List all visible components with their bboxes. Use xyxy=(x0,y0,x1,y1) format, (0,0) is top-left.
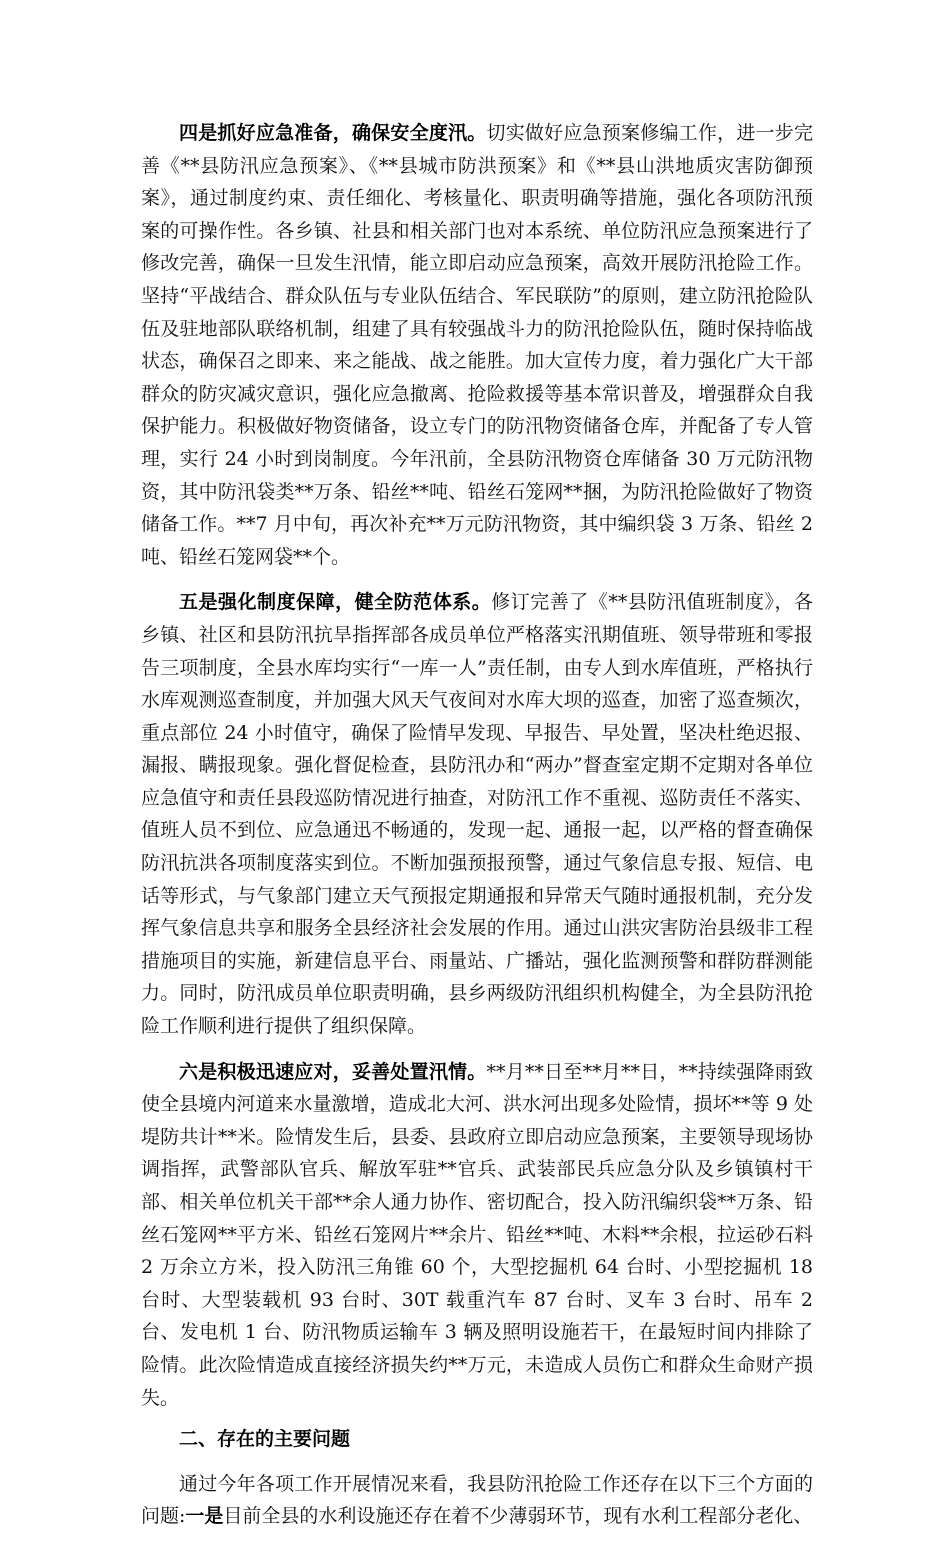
paragraph-flood-response xyxy=(141,1056,813,1415)
paragraph-main-problems xyxy=(141,1468,813,1533)
paragraph-lead: 六是积极迅速应对，妥善处置汛情。 xyxy=(179,1060,487,1083)
paragraph-text: 修订完善了《**县防汛值班制度》，各乡镇、社区和县防汛抗旱指挥部各成员单位严格落实汛期值班、领导带班和零报告三项制度，全县水库均实行“一库一人”责任制，由专人到水库值班，严格执行水库观测巡查制度，并加强大风天气夜间对水库大坝的巡查，加密了巡查频次，重点部位 24 小时值守，确保了险情早发现、早报告、早处置，坚决杜绝迟报、漏报、瞒报现象。强化督促检查，县防汛办和“两办”督查室定期不定期对各单位应急值守和责任县段巡防情况进行抽查，对防汛工作不重视、巡防责任不落实、值班人员不到位、应急通迅不畅通的，发现一起、通报一起，以严格的督查确保防汛抗洪各项制度落实到位。不断加强预报预警，通过气象信息专报、短信、电话等形式，与气象部门建立天气预报定期通报和异常天气随时通报机制，充分发挥气象信息共享和服务全县经济社会发展的作用。通过山洪灾害防治县级非工程措施项目的实施，新建信息平台、雨量站、广播站，强化监测预警和群防群测能力。同时，防汛成员单位职责明确，县乡两级防汛组织机构健全，为全县防汛抢险工作顺利进行提供了组织保障。 xyxy=(141,591,813,1038)
paragraph-text: **月**日至**月**日，**持续强降雨致使全县境内河道来水量激增，造成北大河、洪水河出现多处险情，损坏**等 9 处堤防共计**米。险情发生后，县委、县政府立即启动应急预案，主要领导现场协调指挥，武警部队官兵、解放军驻**官兵、武装部民兵应急分队及乡镇镇村干部、相关单位机关干部**余人通力协作、密切配合，投入防汛编织袋**万条、铅丝石笼网**平方米、铅丝石笼网片**余片、铅丝**吨、木料**余根，拉运砂石料 2 万余立方米，投入防汛三角锥 60 个，大型挖掘机 64 台时、小型挖掘机 18 台时、大型装载机 93 台时、30T 载重汽车 87 台时、叉车 3 台时、吊车 2 台、发电机 1 台、防汛物质运输车 3 辆及照明设施若干，在最短时间内排除了险情。此次险情造成直接经济损失约**万元，未造成人员伤亡和群众生命财产损失。 xyxy=(141,1060,813,1409)
paragraph-system-guarantee xyxy=(141,586,813,1042)
paragraph-text: 切实做好应急预案修编工作，进一步完善《**县防汛应急预案》、《**县城市防洪预案》和《**县山洪地质灾害防御预案》，通过制度约束、责任细化、考核量化、职责明确等措施，强化各项防汛预案的可操作性。各乡镇、社县和相关部门也对本系统、单位防汛应急预案进行了修改完善，确保一旦发生汛情，能立即启动应急预案，高效开展防汛抢险工作。坚持“平战结合、群众队伍与专业队伍结合、军民联防”的原则，建立防汛抢险队伍及驻地部队联络机制，组建了具有较强战斗力的防汛抢险队伍，随时保持临战状态，确保召之即来、来之能战、战之能胜。加大宣传力度，着力强化广大干部群众的防灾减灾意识，强化应急撤离、抢险救援等基本常识普及，增强群众自我保护能力。积极做好物资储备，设立专门的防汛物资储备仓库，并配备了专人管理，实行 24 小时到岗制度。今年汛前，全县防汛物资仓库储备 30 万元防汛物资，其中防汛袋类**万条、铅丝**吨、铅丝石笼网**捆，为防汛抢险做好了物资储备工作。**7 月中旬，再次补充**万元防汛物资，其中编织袋 3 万条、铅丝 2 吨、铅丝石笼网袋**个。 xyxy=(141,122,813,568)
paragraph-emergency-preparation xyxy=(141,117,813,573)
paragraph-lead: 五是强化制度保障，健全防范体系。 xyxy=(179,591,492,614)
document-body xyxy=(141,117,813,1546)
paragraph-lead: 一是 xyxy=(185,1505,224,1528)
paragraph-intro: 通过今年各项工作开展情况来看，我县防汛抢险工作还存在以下三个方面的问题: xyxy=(141,1472,813,1528)
section-heading: 二、存在的主要问题 xyxy=(179,1428,351,1451)
paragraph-lead: 四是抓好应急准备，确保安全度汛。 xyxy=(179,122,487,144)
paragraph-text: 目前全县的水利设施还存在着不少薄弱环节，现有水利工程部分老化、 xyxy=(223,1505,813,1528)
